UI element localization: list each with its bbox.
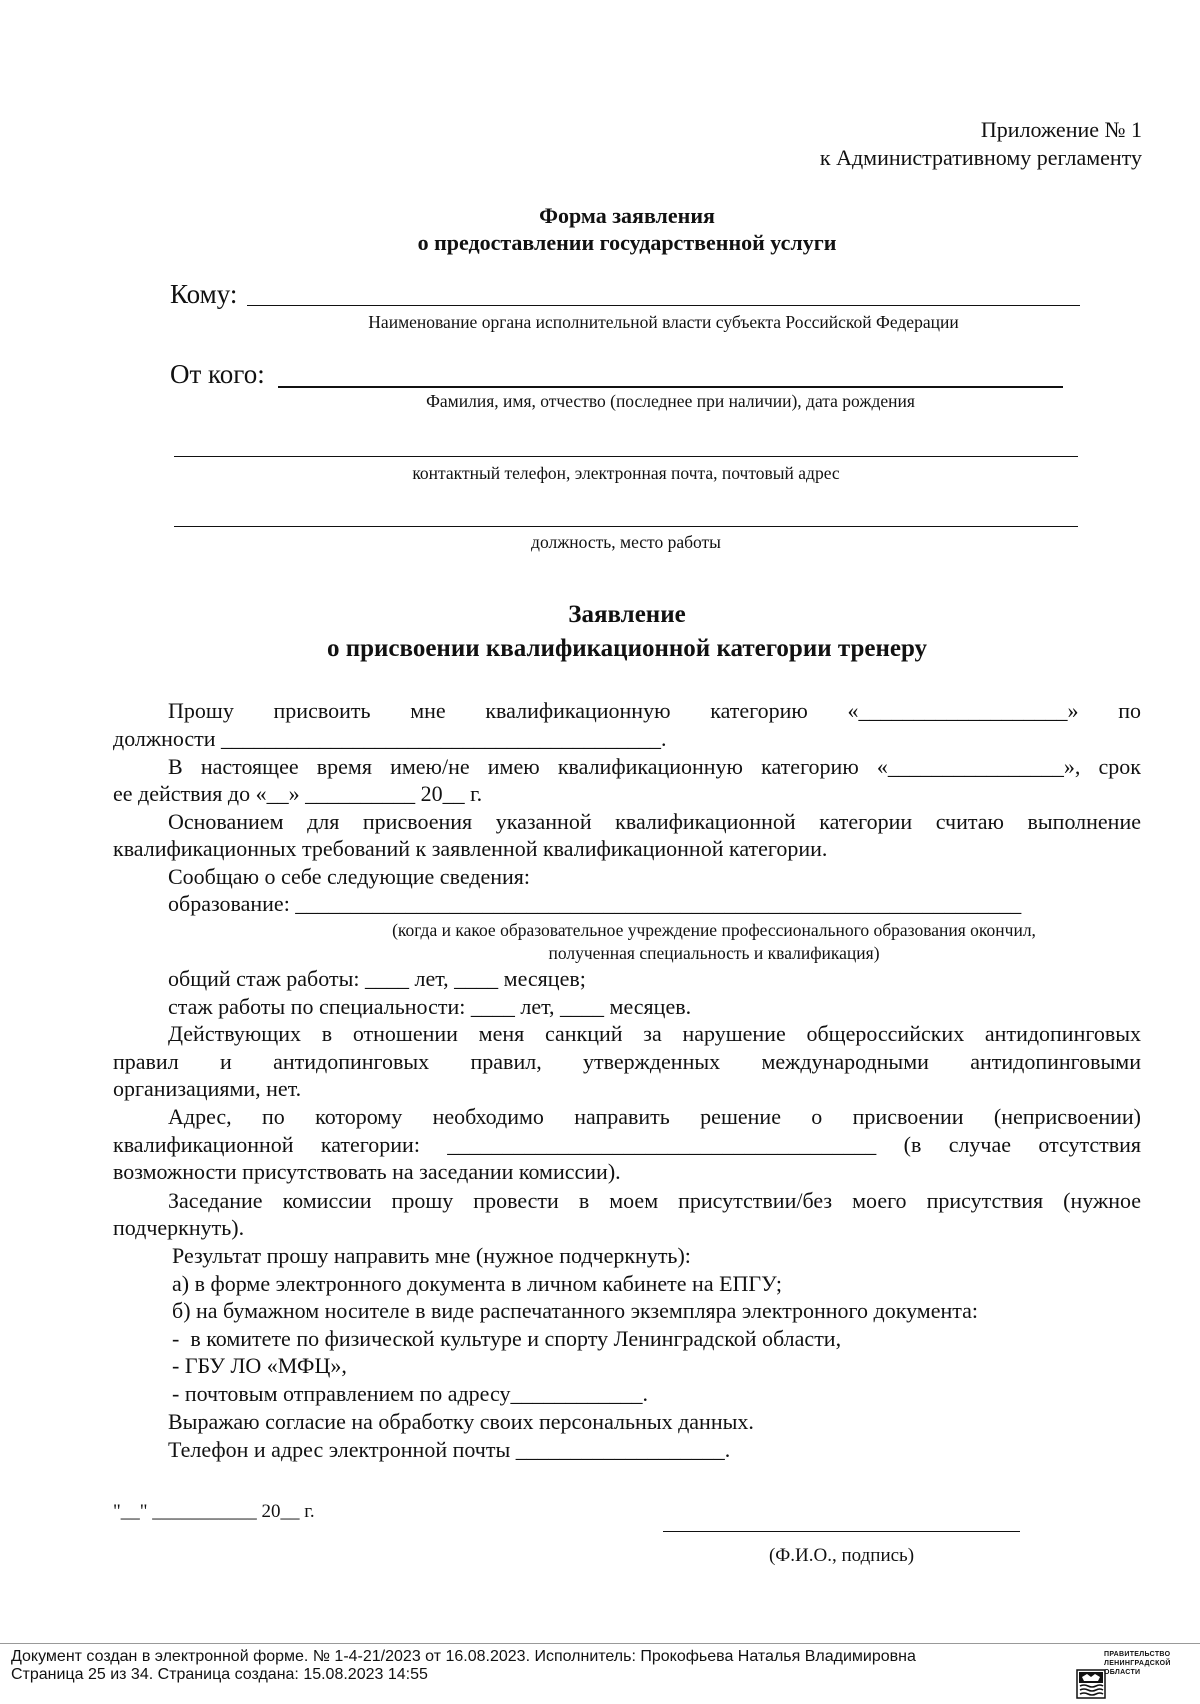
p6-line-1: Адрес, по которому необходимо направить решение о присвоении (неприсвоении) <box>168 1104 1141 1129</box>
leningrad-region-emblem-icon <box>1068 1651 1098 1681</box>
p1-line-2: должности ________________________________________. <box>113 726 667 751</box>
p3-line-2: квалификационных требований к заявленной квалификационной категории. <box>113 836 828 861</box>
from-caption: Фамилия, имя, отчество (последнее при наличии), дата рождения <box>426 391 915 411</box>
signature-date: "__" ___________ 20__ г. <box>113 1501 315 1522</box>
position-field-line[interactable] <box>174 526 1078 527</box>
p5-line-2: правил и антидопинговых правил, утвержденных международными антидопинговыми <box>113 1049 1141 1074</box>
option-b-sub-3: - почтовым отправлением по адресу____________. <box>172 1381 648 1406</box>
statement-title-line-2: о присвоении квалификационной категории тренеру <box>326 635 928 662</box>
position-caption: должность, место работы <box>531 532 721 552</box>
appendix-line-2: к Административному регламенту <box>819 145 1142 170</box>
p6-line-2: квалификационной категории: _______________________________________ (в случае отсутствия <box>113 1132 1141 1157</box>
appendix-line-1: Приложение № 1 <box>980 117 1142 142</box>
statement-title-line-1: Заявление <box>568 601 686 628</box>
to-field-line[interactable] <box>247 305 1080 306</box>
footer-line-2: Страница 25 из 34. Страница создана: 15.08.2023 14:55 <box>11 1666 428 1683</box>
p7-line-1: Заседание комиссии прошу провести в моем присутствии/без моего присутствия (нужное <box>168 1188 1141 1213</box>
option-a: а) в форме электронного документа в личном кабинете на ЕПГУ; <box>172 1271 782 1296</box>
education-caption-1: (когда и какое образовательное учреждение профессионального образования окончил, <box>392 920 1036 940</box>
form-title-line-2: о предоставлении государственной услуги <box>417 230 837 255</box>
option-b-sub-2: - ГБУ ЛО «МФЦ», <box>172 1353 347 1378</box>
p5-line-1: Действующих в отношении меня санкций за нарушение общероссийских антидопинговых <box>168 1021 1141 1046</box>
experience-specialty: стаж работы по специальности: ____ лет, ____ месяцев. <box>168 994 692 1019</box>
emblem-text-line-1: ПРАВИТЕЛЬСТВО <box>1104 1651 1171 1658</box>
footer-divider <box>0 1643 1200 1644</box>
phone-email: Телефон и адрес электронной почты ___________________. <box>168 1437 731 1462</box>
experience-total: общий стаж работы: ____ лет, ____ месяцев; <box>168 966 586 991</box>
from-label: От кого: <box>170 359 265 389</box>
emblem-text-line-3: ОБЛАСТИ <box>1104 1669 1141 1676</box>
option-b-sub-1: - в комитете по физической культуре и спорту Ленинградской области, <box>172 1326 842 1351</box>
signature-caption: (Ф.И.О., подпись) <box>768 1545 915 1566</box>
p3-line-1: Основанием для присвоения указанной квалификационной категории считаю выполнение <box>168 809 1141 834</box>
emblem-text-line-2: ЛЕНИНГРАДСКОЙ <box>1104 1660 1171 1667</box>
consent: Выражаю согласие на обработку своих персональных данных. <box>168 1409 754 1434</box>
p7-line-2: подчеркнуть). <box>113 1215 245 1240</box>
footer-line-1: Документ создан в электронной форме. № 1-4-21/2023 от 16.08.2023. Исполнитель: Прокофьева Наталья Владимировна <box>11 1648 916 1665</box>
p4: Сообщаю о себе следующие сведения: <box>168 864 531 889</box>
p2-line-2: ее действия до «__» __________ 20__ г. <box>113 781 483 806</box>
contact-field-line[interactable] <box>174 456 1078 457</box>
from-field-line[interactable] <box>278 386 1063 388</box>
form-title-line-1: Форма заявления <box>539 203 715 228</box>
education-caption-2: полученная специальность и квалификация) <box>548 943 880 963</box>
to-caption: Наименование органа исполнительной власти субъекта Российской Федерации <box>368 312 959 332</box>
contact-caption: контактный телефон, электронная почта, почтовый адрес <box>412 463 840 483</box>
to-label: Кому: <box>170 279 238 309</box>
p2-line-1: В настоящее время имею/не имею квалификационную категорию «________________», срок <box>168 754 1141 779</box>
p6-line-3: возможности присутствовать на заседании комиссии). <box>113 1159 621 1184</box>
signature-line[interactable] <box>663 1531 1020 1532</box>
p1-line-1: Прошу присвоить мне квалификационную категорию «___________________» по <box>168 698 1141 723</box>
result-intro: Результат прошу направить мне (нужное подчеркнуть): <box>172 1243 691 1268</box>
option-b: б) на бумажном носителе в виде распечатанного экземпляра электронного документа: <box>172 1298 979 1323</box>
education-field[interactable]: образование: __________________________________________________________________ <box>168 891 1022 916</box>
p5-line-3: организациями, нет. <box>113 1076 302 1101</box>
